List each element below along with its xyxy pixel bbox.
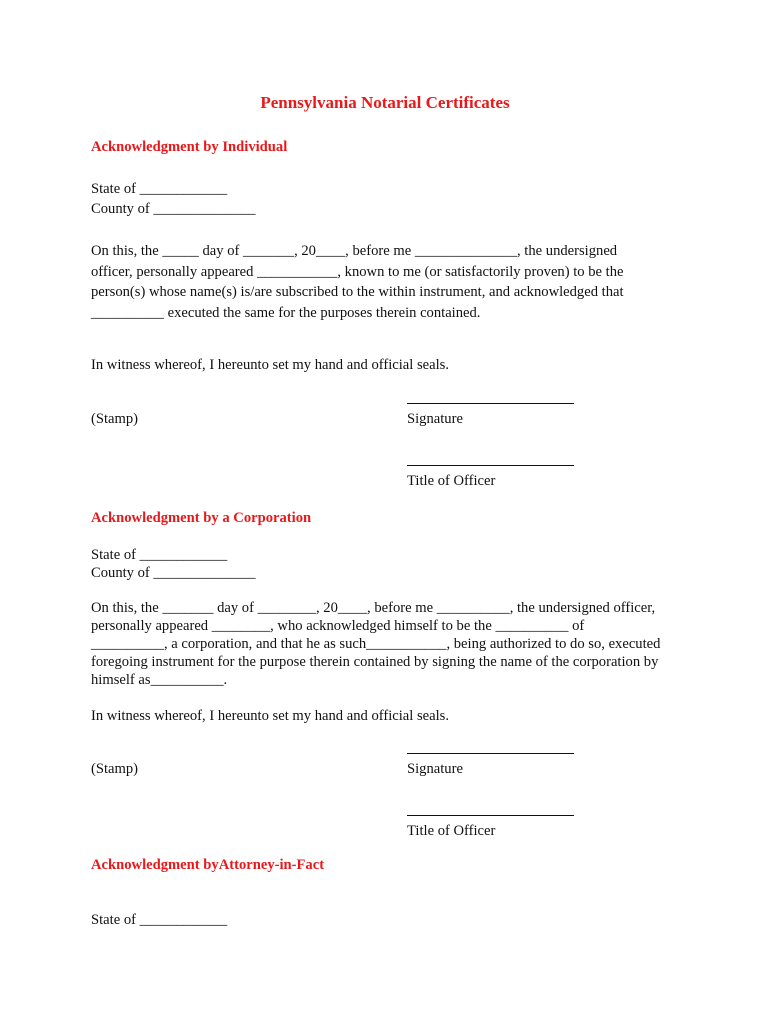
state-line: State of ____________ xyxy=(91,547,228,563)
county-line: County of ______________ xyxy=(91,565,256,581)
acknowledgment-paragraph-individual xyxy=(91,241,624,323)
document-title: Pennsylvania Notarial Certificates xyxy=(260,93,510,112)
signature-label: Signature xyxy=(407,761,463,777)
signature-label: Signature xyxy=(407,411,463,427)
title-of-officer-line xyxy=(407,465,574,466)
state-line: State of ____________ xyxy=(91,181,228,197)
paragraph-line: officer, personally appeared ___________, known to me (or satisfactorily proven) to be the xyxy=(91,263,624,280)
title-of-officer-label: Title of Officer xyxy=(407,823,496,839)
paragraph-line: __________, a corporation, and that he as such___________, being authorized to do so, executed xyxy=(91,636,661,652)
paragraph-line: himself as__________. xyxy=(91,672,228,688)
state-line: State of ____________ xyxy=(91,912,228,928)
paragraph-line: On this, the _______ day of ________, 20____, before me __________, the undersigned officer, xyxy=(91,600,656,616)
stamp-label: (Stamp) xyxy=(91,411,139,427)
paragraph-line: personally appeared ________, who acknowledged himself to be the __________ of xyxy=(91,618,585,634)
acknowledgment-paragraph-corporation xyxy=(91,599,660,689)
title-of-officer-label: Title of Officer xyxy=(407,473,496,489)
paragraph-line: foregoing instrument for the purpose therein contained by signing the name of the corporation by xyxy=(91,654,659,670)
title-of-officer-line xyxy=(407,815,574,816)
county-line: County of ______________ xyxy=(91,201,256,217)
witness-statement: In witness whereof, I hereunto set my hand and official seals. xyxy=(91,708,449,724)
stamp-label: (Stamp) xyxy=(91,761,139,777)
witness-statement: In witness whereof, I hereunto set my hand and official seals. xyxy=(91,357,449,373)
signature-line xyxy=(407,753,574,754)
paragraph-line: On this, the _____ day of _______, 20____, before me ______________, the undersigned xyxy=(91,243,618,259)
section-heading-attorney-in-fact: Acknowledgment byAttorney-in-Fact xyxy=(91,857,325,873)
paragraph-line: person(s) whose name(s) is/are subscribed to the within instrument, and acknowledged that xyxy=(91,284,624,301)
section-heading-individual: Acknowledgment by Individual xyxy=(91,139,288,155)
signature-line xyxy=(407,403,574,404)
paragraph-line: __________ executed the same for the purposes therein contained. xyxy=(91,304,481,321)
section-heading-corporation: Acknowledgment by a Corporation xyxy=(91,510,312,526)
